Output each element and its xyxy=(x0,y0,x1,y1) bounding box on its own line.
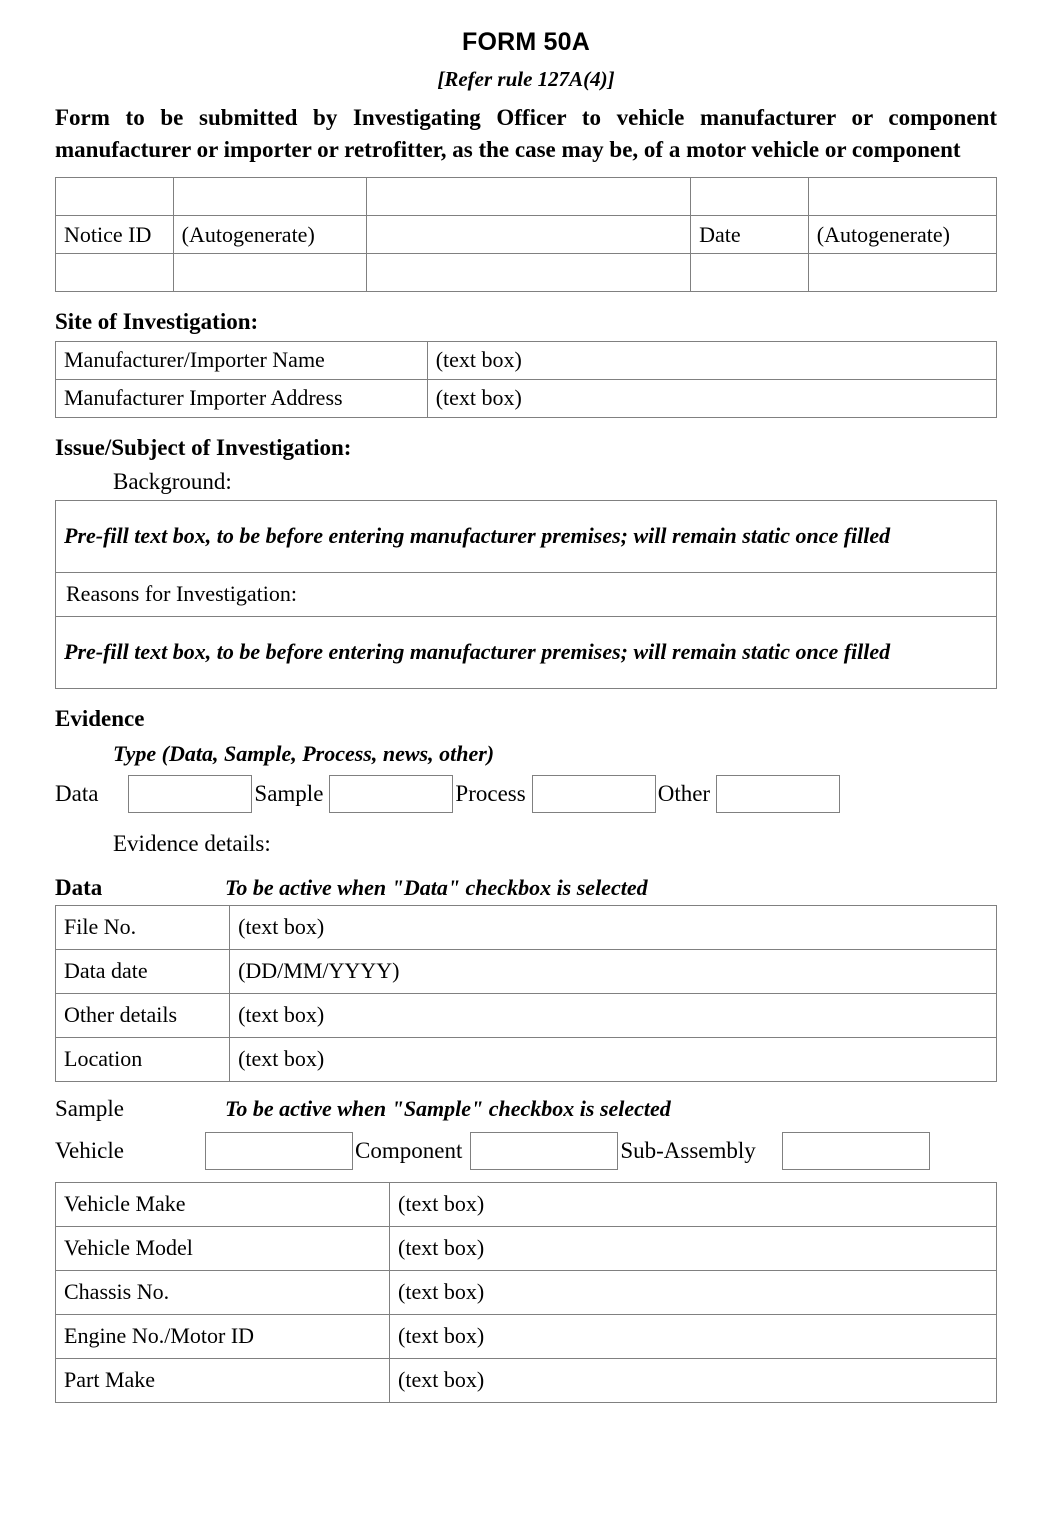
manufacturer-address-input[interactable]: (text box) xyxy=(427,379,996,417)
form-page xyxy=(0,28,1052,1524)
table-row xyxy=(56,994,997,1038)
data-section-header xyxy=(55,875,997,901)
page-title: FORM 50A xyxy=(461,28,590,56)
part-make-input[interactable]: (text box) xyxy=(390,1359,997,1403)
chassis-no-label: Chassis No. xyxy=(56,1271,390,1315)
sample-checkbox-sub-assembly[interactable] xyxy=(782,1132,930,1170)
manufacturer-address-label: Manufacturer Importer Address xyxy=(56,379,428,417)
notice-cell[interactable] xyxy=(366,216,691,254)
notice-cell[interactable] xyxy=(808,178,996,216)
reasons-label: Reasons for Investigation: xyxy=(56,573,997,617)
issue-subject-heading: Issue/Subject of Investigation: xyxy=(55,434,352,460)
table-row xyxy=(56,950,997,994)
notice-cell[interactable] xyxy=(56,178,174,216)
notice-cell[interactable] xyxy=(366,178,691,216)
form-description: Form to be submitted by Investigating Officer to vehicle manufacturer or component manufacturer or importer or retrofitter, as the case may be, of a motor vehicle or component xyxy=(55,104,997,162)
manufacturer-name-input[interactable]: (text box) xyxy=(427,341,996,379)
table-row xyxy=(56,1271,997,1315)
sample-type-label-component: Component xyxy=(355,1138,463,1164)
background-reasons-table xyxy=(55,500,997,689)
evidence-type-row xyxy=(55,775,997,813)
table-row xyxy=(56,216,997,254)
data-date-label: Data date xyxy=(56,950,230,994)
part-make-label: Part Make xyxy=(56,1359,390,1403)
notice-cell[interactable] xyxy=(691,178,809,216)
evidence-type-label-other: Other xyxy=(657,781,711,807)
evidence-checkbox-sample[interactable] xyxy=(329,775,453,813)
table-row xyxy=(56,379,997,417)
evidence-type-note: Type (Data, Sample, Process, news, other) xyxy=(113,740,495,766)
evidence-type-label-process: Process xyxy=(455,781,526,807)
sample-checkbox-component[interactable] xyxy=(470,1132,618,1170)
table-row xyxy=(56,1227,997,1271)
sample-section-note: To be active when "Sample" checkbox is selected xyxy=(225,1096,671,1122)
table-row xyxy=(56,501,997,573)
table-row xyxy=(56,1038,997,1082)
data-section-note: To be active when "Data" checkbox is selected xyxy=(225,875,648,901)
background-textbox[interactable]: Pre-fill text box, to be before entering manufacturer premises; will remain static once filled xyxy=(56,501,997,573)
table-row xyxy=(56,1359,997,1403)
chassis-no-input[interactable]: (text box) xyxy=(390,1271,997,1315)
sample-type-row xyxy=(55,1132,997,1170)
file-no-label: File No. xyxy=(56,906,230,950)
table-row xyxy=(56,254,997,292)
reasons-textbox[interactable]: Pre-fill text box, to be before entering manufacturer premises; will remain static once filled xyxy=(56,617,997,689)
other-details-label: Other details xyxy=(56,994,230,1038)
notice-cell[interactable] xyxy=(173,178,366,216)
evidence-checkbox-data[interactable] xyxy=(128,775,252,813)
notice-cell[interactable] xyxy=(691,254,809,292)
date-label: Date xyxy=(691,216,809,254)
location-input[interactable]: (text box) xyxy=(230,1038,997,1082)
sample-type-label-vehicle: Vehicle xyxy=(55,1138,124,1164)
notice-cell[interactable] xyxy=(173,254,366,292)
evidence-checkbox-process[interactable] xyxy=(532,775,656,813)
other-details-input[interactable]: (text box) xyxy=(230,994,997,1038)
table-row xyxy=(56,573,997,617)
evidence-heading: Evidence xyxy=(55,706,145,732)
notice-cell[interactable] xyxy=(366,254,691,292)
sample-section-header xyxy=(55,1096,997,1122)
sample-details-table xyxy=(55,1182,997,1403)
sample-type-label-sub-assembly: Sub-Assembly xyxy=(620,1138,756,1164)
notice-table xyxy=(55,177,997,292)
evidence-type-label-data: Data xyxy=(55,781,99,807)
manufacturer-name-label: Manufacturer/Importer Name xyxy=(56,341,428,379)
site-of-investigation-heading: Site of Investigation: xyxy=(55,309,259,335)
data-section-name: Data xyxy=(55,875,103,901)
table-row xyxy=(56,906,997,950)
background-label: Background: xyxy=(113,468,232,494)
date-value[interactable]: (Autogenerate) xyxy=(808,216,996,254)
data-details-table xyxy=(55,905,997,1082)
sample-checkbox-vehicle[interactable] xyxy=(205,1132,353,1170)
vehicle-model-input[interactable]: (text box) xyxy=(390,1227,997,1271)
table-row xyxy=(56,178,997,216)
data-date-input[interactable]: (DD/MM/YYYY) xyxy=(230,950,997,994)
vehicle-make-input[interactable]: (text box) xyxy=(390,1183,997,1227)
evidence-type-label-sample: Sample xyxy=(254,781,324,807)
vehicle-model-label: Vehicle Model xyxy=(56,1227,390,1271)
table-row xyxy=(56,341,997,379)
engine-no-input[interactable]: (text box) xyxy=(390,1315,997,1359)
rule-reference: [Refer rule 127A(4)] xyxy=(437,66,615,91)
location-label: Location xyxy=(56,1038,230,1082)
table-row xyxy=(56,617,997,689)
engine-no-label: Engine No./Motor ID xyxy=(56,1315,390,1359)
notice-id-label: Notice ID xyxy=(56,216,174,254)
table-row xyxy=(56,1183,997,1227)
notice-cell[interactable] xyxy=(808,254,996,292)
table-row xyxy=(56,1315,997,1359)
notice-cell[interactable] xyxy=(56,254,174,292)
sample-section-name: Sample xyxy=(55,1096,124,1122)
notice-id-value[interactable]: (Autogenerate) xyxy=(173,216,366,254)
site-of-investigation-table xyxy=(55,341,997,418)
evidence-details-label: Evidence details: xyxy=(113,831,271,857)
vehicle-make-label: Vehicle Make xyxy=(56,1183,390,1227)
file-no-input[interactable]: (text box) xyxy=(230,906,997,950)
evidence-checkbox-other[interactable] xyxy=(716,775,840,813)
